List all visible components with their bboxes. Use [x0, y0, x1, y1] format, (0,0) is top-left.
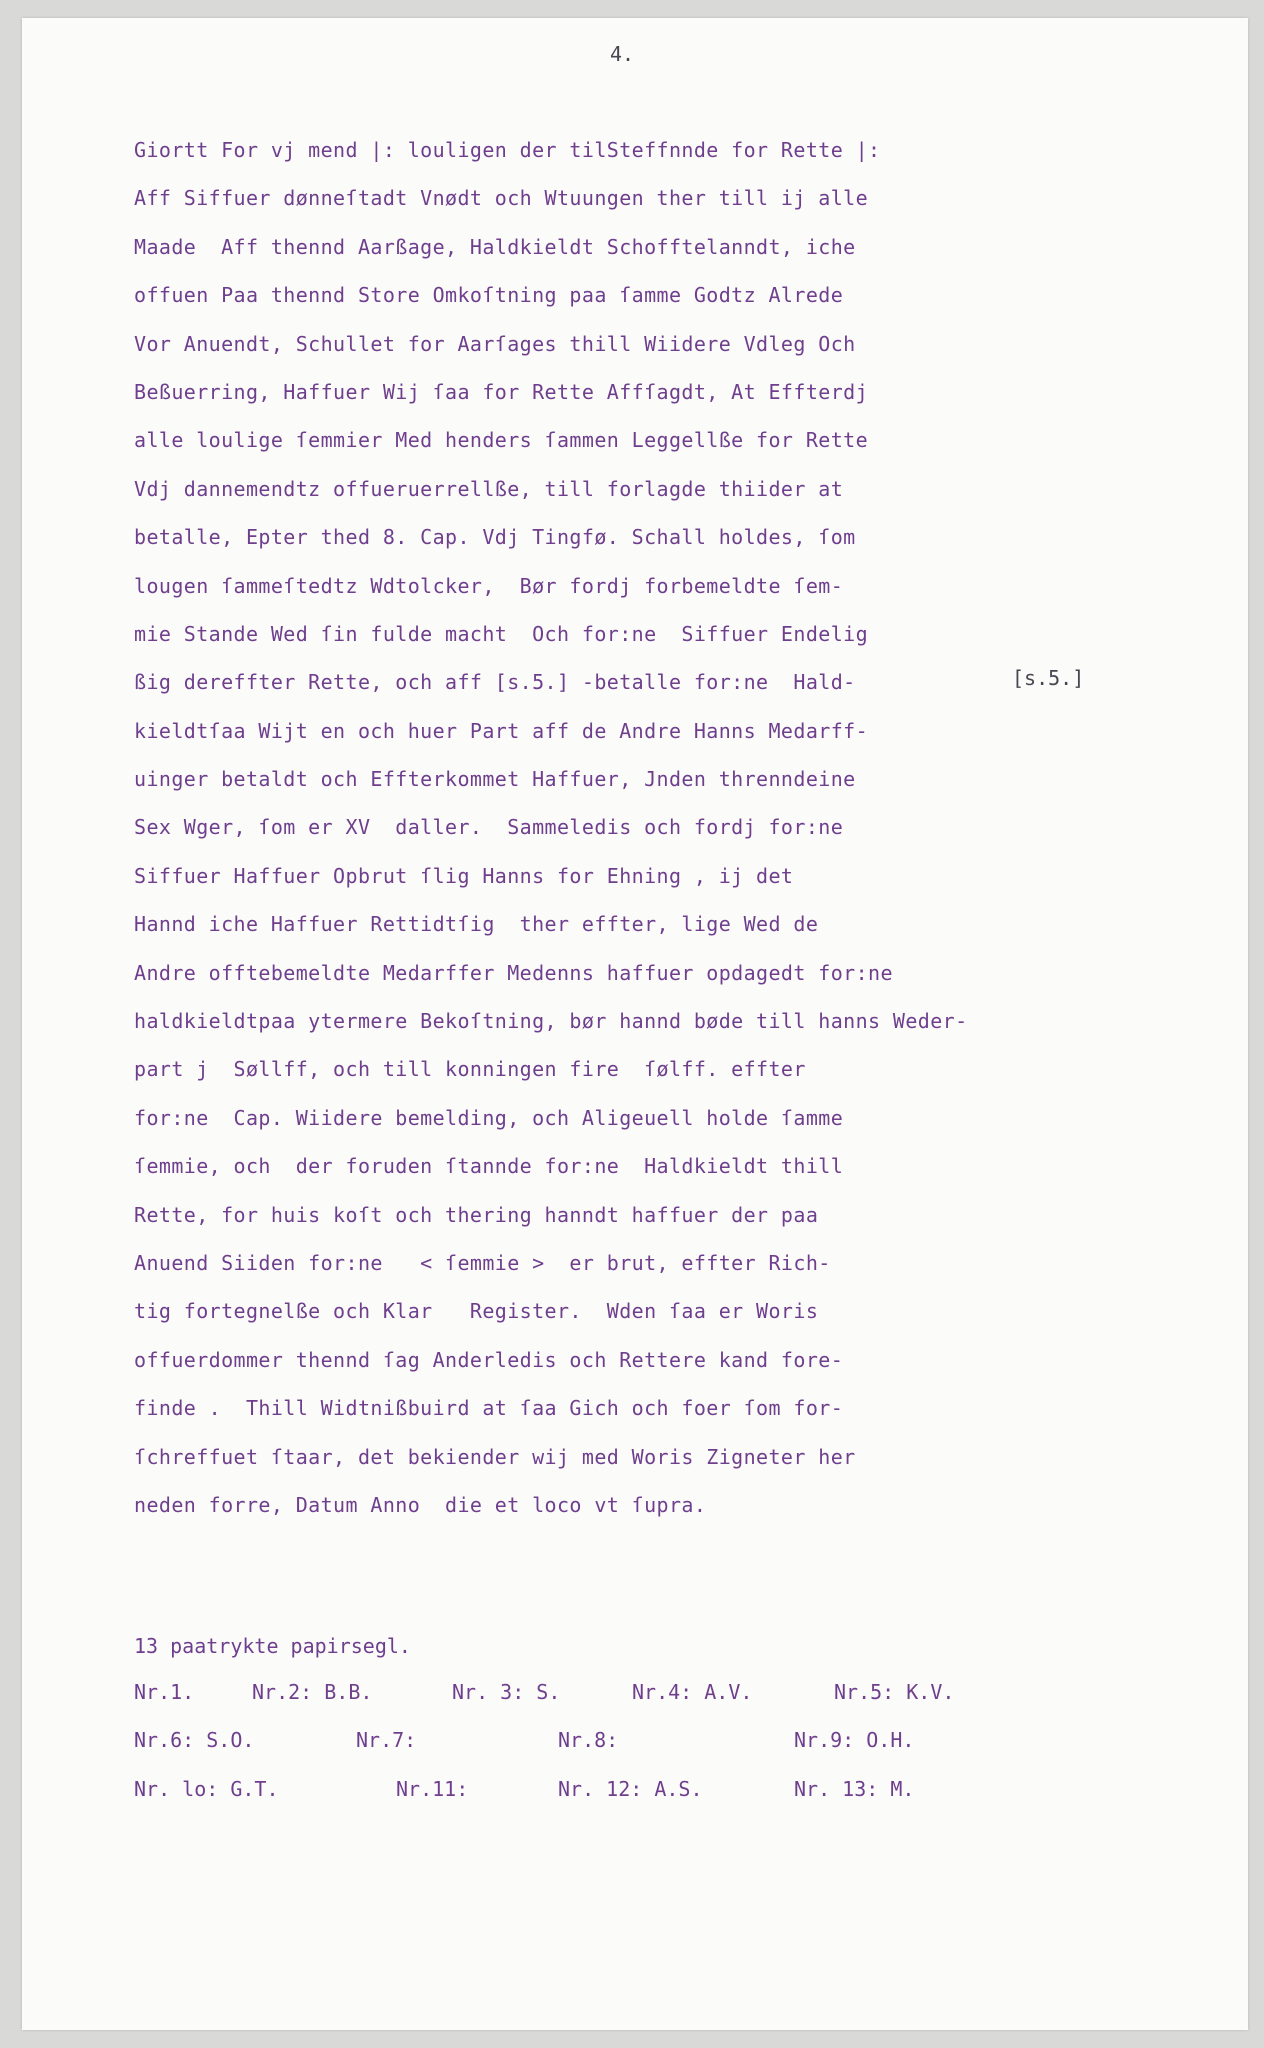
text-line: uinger betaldt och Effterkommet Haffuer, Jnden threnndeine [134, 767, 856, 792]
text-line: Siffuer Haffuer Opbrut ſlig Hanns for Ehning , ij det [134, 863, 794, 888]
text-line: Vdj dannemendtz offueruerrellße, till forlagde thiider at [134, 476, 844, 501]
text-line: Anuend Siiden for:ne < ſemmie > er brut, effter Rich- [134, 1250, 831, 1275]
text-line: haldkieldtpaa ytermere Bekoſtning, bør hannd bøde till hanns Weder- [134, 1009, 968, 1034]
text-line: mie Stande Wed ſin fulde macht Och for:ne Siffuer Endelig [134, 621, 869, 646]
seal-entry: Nr.9: O.H. [794, 1728, 915, 1753]
seals-list [134, 1680, 1034, 1825]
seal-entry: Nr.6: S.O. [134, 1728, 255, 1753]
text-line: Rette, for huis koſt och thering hanndt haffuer der paa [134, 1202, 819, 1227]
text-line: kieldtſaa Wijt en och huer Part aff de Andre Hanns Medarff- [134, 718, 869, 743]
text-line: tig fortegnelße och Klar Register. Wden ſaa er Woris [134, 1299, 819, 1324]
text-line: offuen Paa thennd Store Omkoſtning paa ſamme Godtz Alrede [134, 283, 844, 308]
text-line: Sex Wger, ſom er XV daller. Sammeledis och fordj for:ne [134, 815, 844, 840]
text-line: Hannd iche Haffuer Rettidtſig ther effter, lige Wed de [134, 912, 819, 937]
text-line: finde . Thill Widtnißbuird at ſaa Gich och foer ſom for- [134, 1396, 844, 1421]
seal-entry: Nr. 13: M. [794, 1776, 915, 1801]
text-line: neden forre, Datum Anno die et loco vt ſupra. [134, 1492, 707, 1517]
seal-row [134, 1728, 1034, 1776]
seal-entry: Nr.1. [134, 1680, 195, 1704]
seal-entry: Nr.2: B.B. [252, 1680, 373, 1704]
text-line: Vor Anuendt, Schullet for Aarſages thill Wiidere Vdleg Och [134, 331, 856, 356]
text-line: ſemmie, och der foruden ſtannde for:ne Haldkieldt thill [134, 1154, 844, 1179]
document-page [22, 18, 1248, 2030]
text-line: offuerdommer thennd ſag Anderledis och Rettere kand fore- [134, 1347, 844, 1372]
seal-entry: Nr.5: K.V. [834, 1680, 955, 1704]
text-line: ßig dereffter Rette, och aff [s.5.] -betalle for:ne Hald- [134, 670, 856, 695]
seal-entry: Nr.7: [356, 1728, 417, 1753]
text-line: betalle, Epter thed 8. Cap. Vdj Tingfø. Schall holdes, ſom [134, 525, 856, 550]
seal-row [134, 1680, 1034, 1728]
seals-heading: 13 paatrykte papirsegl. [134, 1634, 411, 1658]
seal-entry: Nr.11: [396, 1776, 469, 1801]
text-line: for:ne Cap. Wiidere bemelding, och Aligeuell holde ſamme [134, 1105, 844, 1130]
seal-entry: Nr. 3: S. [452, 1680, 561, 1704]
seal-entry: Nr.8: [558, 1728, 619, 1753]
text-line: Aff Siffuer dønneſtadt Vnødt och Wtuungen ther till ij alle [134, 186, 869, 211]
text-line: alle loulige ſemmier Med henders ſammen Leggellße for Rette [134, 428, 869, 453]
margin-page-reference: [s.5.] [1012, 666, 1085, 690]
seal-row [134, 1777, 1034, 1825]
text-line: Giortt For vj mend |: louligen der tilSteffnnde for Rette |: [134, 138, 881, 162]
text-line: part j Søllff, och till konningen fire ſølff. effter [134, 1057, 806, 1082]
seal-entry: Nr.4: A.V. [632, 1680, 753, 1704]
text-line: Beßuerring, Haffuer Wij ſaa for Rette Affſagdt, At Effterdj [134, 379, 869, 404]
transcription-body [134, 134, 968, 1537]
text-line: ſchreffuet ſtaar, det bekiender wij med Woris Zigneter her [134, 1444, 856, 1469]
text-line: lougen ſammeſtedtz Wdtolcker, Bør fordj forbemeldte ſem- [134, 573, 844, 598]
text-line: Maade Aff thennd Aarßage, Haldkieldt Schofftelanndt, iche [134, 234, 856, 259]
text-line: Andre offtebemeldte Medarffer Medenns haffuer opdagedt for:ne [134, 960, 893, 985]
seal-entry: Nr. 12: A.S. [558, 1776, 703, 1801]
page-number: 4. [610, 42, 635, 66]
seal-entry: Nr. lo: G.T. [134, 1776, 279, 1801]
